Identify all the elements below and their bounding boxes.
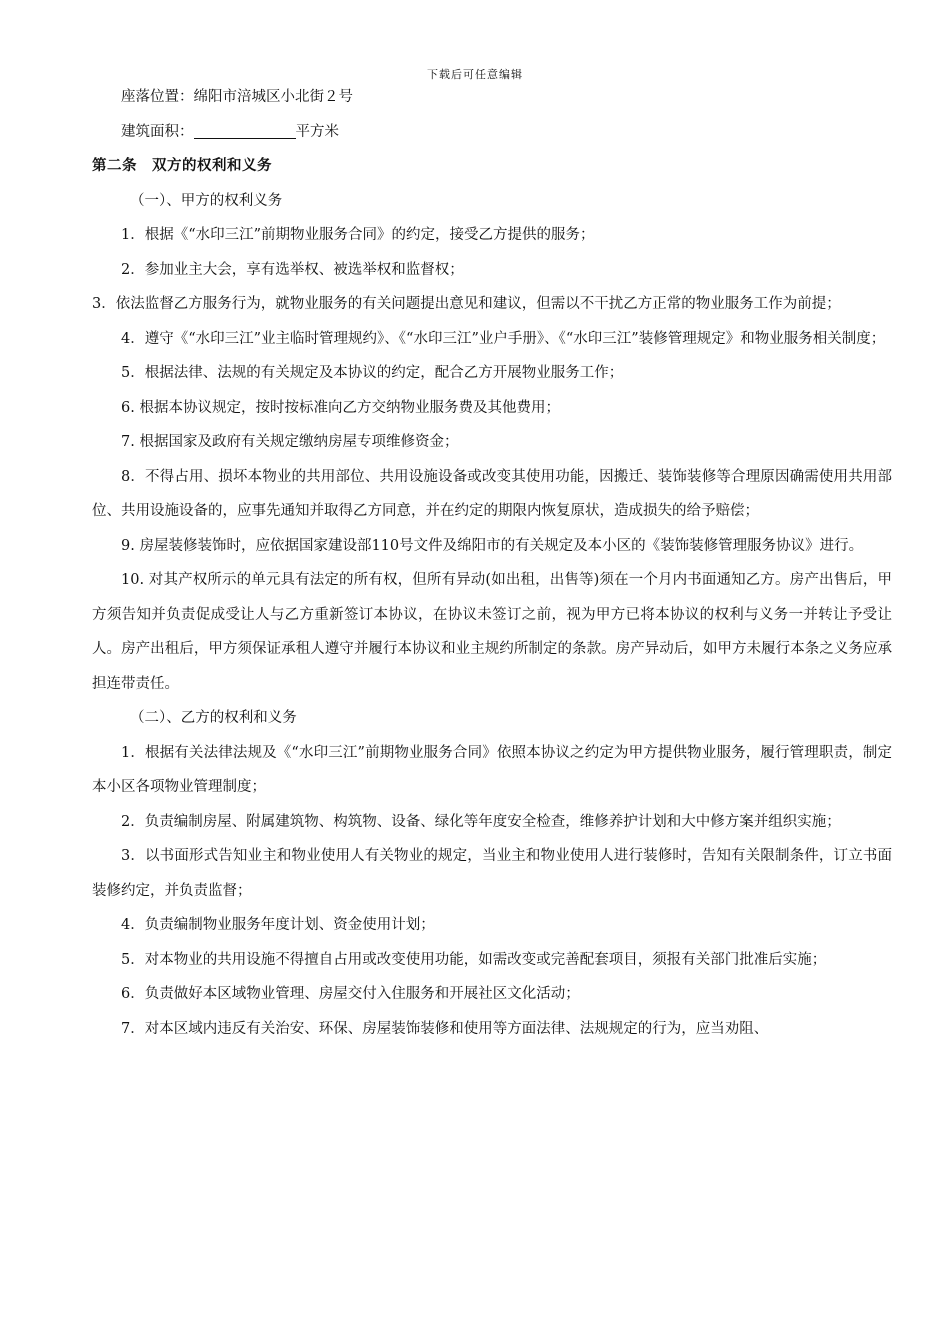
party-b-item: 1．根据有关法律法规及《“水印三江”前期物业服务合同》依照本协议之约定为甲方提供物业服务，履行管理职责，制定本小区各项物业管理制度；: [92, 744, 892, 795]
party-a-item: 4．遵守《“水印三江”业主临时管理规约》、《“水印三江”业户手册》、《“水印三江”装修管理规定》和物业服务相关制度；: [121, 330, 886, 347]
party-b-item: 7．对本区域内违反有关治安、环保、房屋装饰装修和使用等方面法律、法规规定的行为，应当劝阻、: [121, 1020, 769, 1037]
property-location: 座落位置：绵阳市涪城区小北街２号: [121, 89, 353, 105]
party-b-heading: （二）、乙方的权利和义务: [130, 710, 297, 726]
contract-document: [92, 80, 892, 1046]
property-area: [92, 115, 892, 150]
party-b-item: 6．负责做好本区域物业管理、房屋交付入住服务和开展社区文化活动；: [121, 986, 580, 1002]
party-a-item: [92, 287, 892, 322]
party-a-item: 7. 根据国家及政府有关规定缴纳房屋专项维修资金；: [121, 434, 459, 450]
party-a-heading: （一）、甲方的权利义务: [130, 192, 283, 209]
party-b-item: 3．以书面形式告知业主和物业使用人有关物业的规定，当业主和物业使用人进行装修时，告知有关限制条件，订立书面装修约定，并负责监督；: [92, 848, 892, 899]
party-a-item: 8．不得占用、损坏本物业的共用部位、共用设施设备或改变其使用功能，因搬迁、装饰装修等合理原因确需使用共用部位、共用设施设备的，应事先通知并取得乙方同意，并在约定的期限内恢复原状，造成损失的给予赔偿；: [92, 468, 892, 519]
party-a-item: 1．根据《“水印三江”前期物业服务合同》的约定，接受乙方提供的服务；: [121, 227, 595, 243]
download-edit-note: 下载后可任意编辑: [427, 68, 523, 81]
party-a-item: 9. 房屋装修装饰时，应依据国家建设部110号文件及绵阳市的有关规定及本小区的《装饰装修管理服务协议》进行。: [121, 537, 864, 554]
party-b-item: 5．对本物业的共用设施不得擅自占用或改变使用功能，如需改变或完善配套项目，须报有关部门批准后实施；: [121, 951, 827, 968]
party-a-item: 5．根据法律、法规的有关规定及本协议的约定，配合乙方开展物业服务工作；: [121, 365, 624, 381]
party-a-item-text: 3．依法监督乙方服务行为，就物业服务的有关问题提出意见和建议，但需以不干扰乙方正常的物业服务工作为前提；: [92, 296, 841, 312]
party-a-item: 10. 对其产权所示的单元具有法定的所有权，但所有异动(如出租，出售等)须在一个月内书面通知乙方。房产出售后，甲方须告知并负责促成受让人与乙方重新签订本协议，在协议未签订之前，视为甲方已将本协议的权利与义务一并转让予受让人。房产出租后，甲方须保证承租人遵守并履行本协议和业主规约所制定的条款。房产异动后，如甲方未履行本条之义务应承担连带责任。: [92, 572, 892, 692]
party-a-item: 2．参加业主大会，享有选举权、被选举权和监督权；: [121, 261, 464, 278]
party-b-item: 4．负责编制物业服务年度计划、资金使用计划；: [121, 917, 435, 933]
area-label: 建筑面积：: [121, 123, 194, 140]
area-unit: 平方米: [295, 123, 339, 140]
party-a-item: 6. 根据本协议规定，按时按标准向乙方交纳物业服务费及其他费用；: [121, 399, 560, 416]
area-blank-field: [194, 122, 296, 139]
article-2-title: 第二条 双方的权利和义务: [92, 157, 272, 174]
party-b-item: 2．负责编制房屋、附属建筑物、构筑物、设备、绿化等年度安全检查，维修养护计划和大中修方案并组织实施；: [121, 813, 841, 830]
